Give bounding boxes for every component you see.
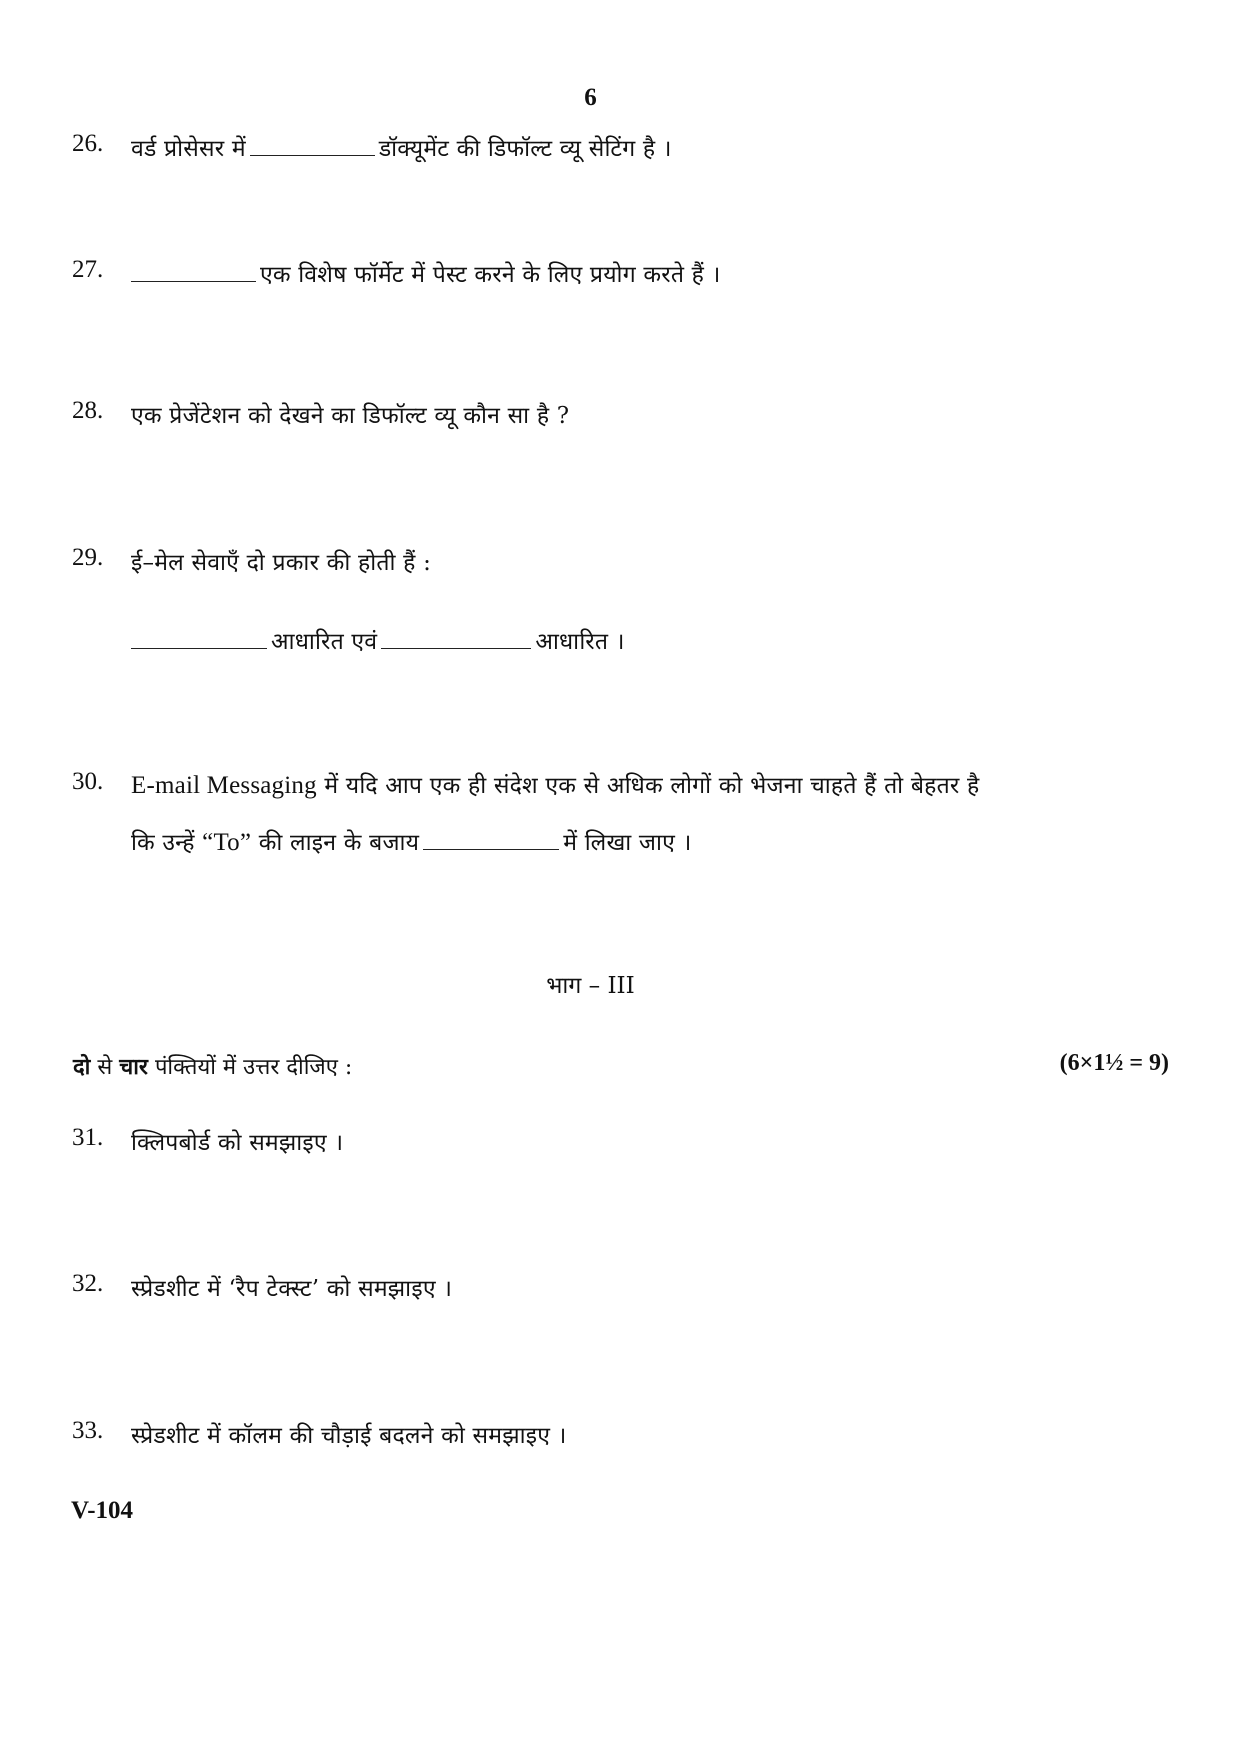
question-30-latin-term: E-mail Messaging [131, 772, 317, 799]
question-30-line2-mid: की लाइन के बजाय [258, 830, 420, 856]
question-30-line1 [131, 768, 979, 800]
question-26-text [131, 131, 672, 163]
question-29-text-end: आधारित । [535, 629, 625, 655]
question-27-blank [131, 261, 256, 282]
question-28-number: 28. [72, 397, 104, 424]
question-27-number: 27. [72, 256, 104, 283]
question-26-number: 26. [72, 130, 104, 157]
question-29-text-mid: आधारित एवं [271, 629, 378, 655]
question-26-text-before: वर्ड प्रोसेसर में [131, 136, 246, 162]
instruction-word-from: से [97, 1055, 113, 1080]
question-26-text-after: डॉक्यूमेंट की डिफॉल्ट व्यू सेटिंग है । [378, 136, 672, 162]
section-instruction [73, 1051, 352, 1081]
page-number: 6 [584, 84, 597, 111]
question-30-line1-rest: में यदि आप एक ही संदेश एक से अधिक लोगों को भेजना चाहते हैं तो बेहतर है [324, 773, 980, 799]
question-29-blank-1 [131, 628, 267, 649]
question-31-text: क्लिपबोर्ड को समझाइए । [131, 1130, 344, 1156]
question-27-text [131, 257, 721, 289]
question-32-number: 32. [72, 1270, 104, 1297]
paper-code: V-104 [71, 1497, 134, 1524]
question-30-line2-after: में लिखा जाए । [563, 830, 692, 856]
question-32-text: स्प्रेडशीट में ‘रैप टेक्स्ट’ को समझाइए । [131, 1276, 453, 1302]
question-29-blank-2 [381, 628, 531, 649]
question-30-to-field: “To” [202, 829, 252, 856]
question-26-blank [250, 135, 375, 156]
question-27-text-after: एक विशेष फॉर्मेट में पेस्ट करने के लिए प्रयोग करते हैं । [260, 262, 721, 288]
question-33-text: स्प्रेडशीट में कॉलम की चौड़ाई बदलने को समझाइए । [131, 1423, 567, 1449]
question-29-line2 [131, 624, 625, 656]
instruction-bold-two: दो [73, 1054, 91, 1080]
question-30-blank [423, 829, 559, 850]
question-30-number: 30. [72, 768, 104, 795]
question-28-text: एक प्रेजेंटेशन को देखने का डिफॉल्ट व्यू कौन सा है ? [131, 403, 570, 429]
instruction-rest: पंक्तियों में उत्तर दीजिए : [154, 1055, 353, 1080]
question-31-number: 31. [72, 1124, 104, 1151]
question-33-number: 33. [72, 1417, 104, 1444]
question-30-line2-before: कि उन्हें [131, 830, 195, 856]
question-30-line2 [131, 825, 692, 857]
section-title: भाग – III [546, 973, 635, 999]
question-29-number: 29. [72, 544, 104, 571]
section-marks: (6×1½ = 9) [1059, 1050, 1169, 1076]
instruction-bold-four: चार [119, 1054, 148, 1080]
question-29-line1: ई–मेल सेवाएँ दो प्रकार की होती हैं : [131, 550, 432, 576]
